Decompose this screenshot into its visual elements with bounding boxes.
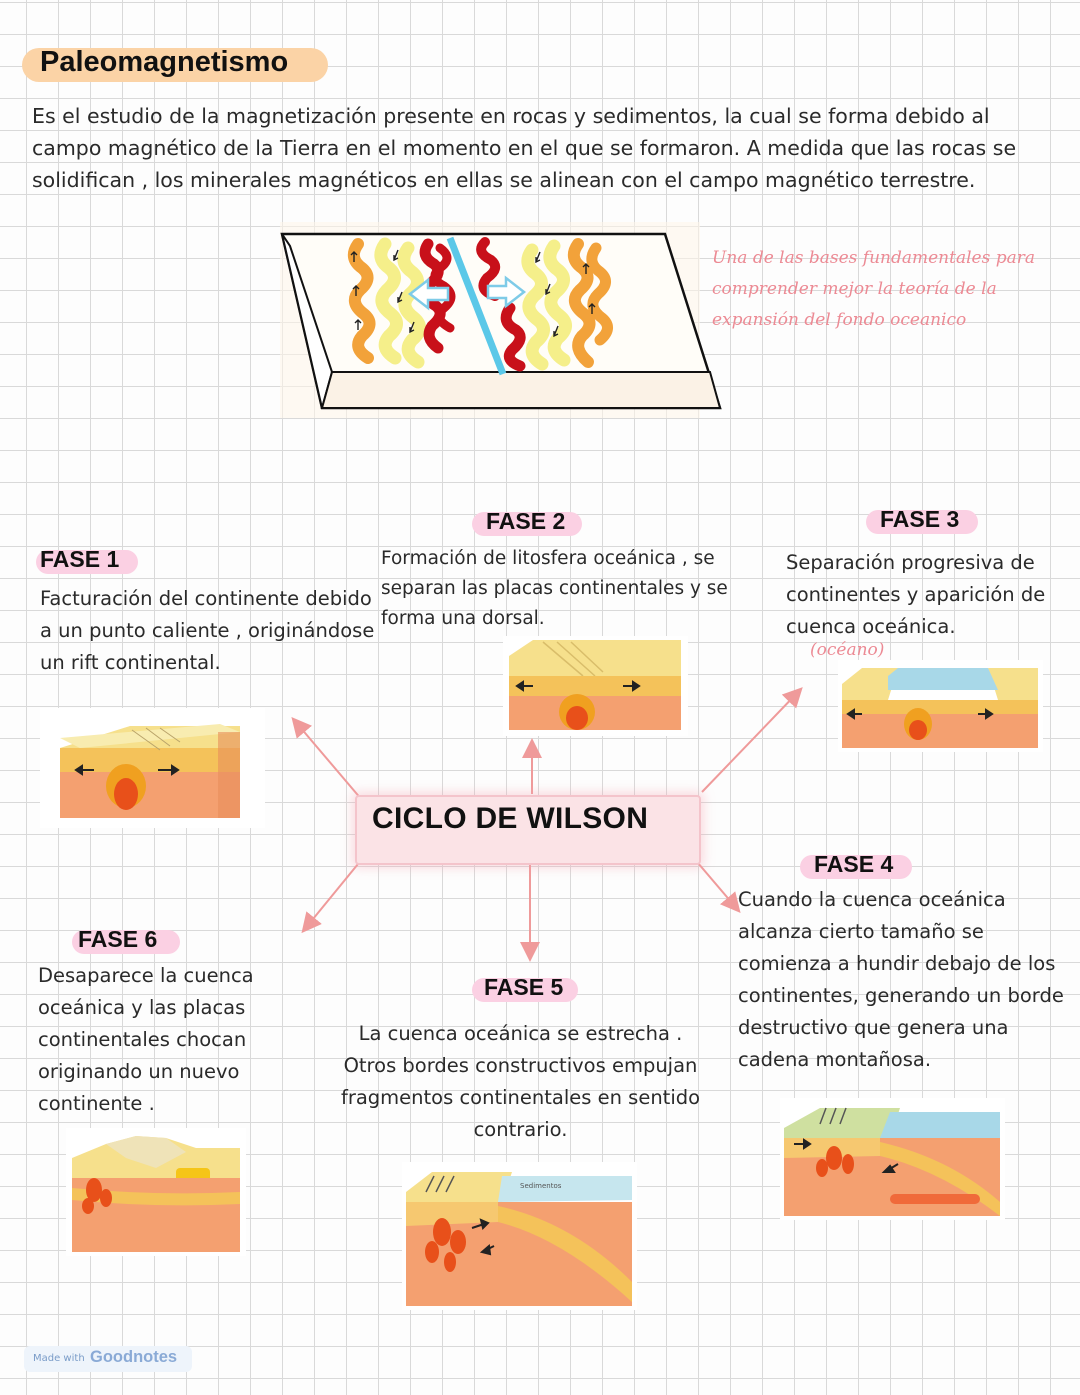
made-with-badge bbox=[24, 1346, 192, 1372]
phase-2-diagram bbox=[503, 636, 688, 736]
phase-2-text: Formación de litosfera oceánica , se separan las placas continentales y se forma una dorsal. bbox=[381, 548, 728, 629]
phase-5-label: FASE 5 bbox=[484, 974, 564, 1000]
phase-4-text: Cuando la cuenca oceánica alcanza cierto tamaño se comienza a hundir debajo de los continentes, generando un borde destructivo que genera una cadena montañosa. bbox=[738, 888, 1064, 1071]
phase-1-text: Facturación del continente debido a un punto caliente , originándose un rift continental. bbox=[40, 587, 375, 674]
phase-6-diagram bbox=[66, 1128, 246, 1256]
goodnotes-logo: Goodnotes bbox=[90, 1348, 178, 1366]
phase-1-label: FASE 1 bbox=[40, 546, 120, 572]
phase-6-text: Desaparece la cuenca oceánica y las placas continentales chocan originando un nuevo continente . bbox=[38, 964, 254, 1115]
phase-6-label: FASE 6 bbox=[78, 926, 158, 952]
phase-4-diagram bbox=[780, 1098, 1005, 1220]
phase-3-diagram bbox=[838, 660, 1043, 752]
phase-5-text: La cuenca oceánica se estrecha . Otros bordes constructivos empujan fragmentos continentales en sentido contrario. bbox=[340, 1022, 701, 1141]
phase-3-label: FASE 3 bbox=[880, 506, 960, 532]
center-title: CICLO DE WILSON bbox=[372, 802, 649, 835]
oceano-note: (océano) bbox=[810, 640, 885, 660]
page-title: Paleomagnetismo bbox=[40, 46, 289, 78]
phase-1-diagram bbox=[40, 708, 265, 828]
made-with-text: Made with bbox=[33, 1353, 85, 1364]
phase-5-diagram bbox=[402, 1162, 637, 1310]
phase-2-label: FASE 2 bbox=[486, 508, 566, 534]
handwritten-note: Una de las bases fundamentales para comprender mejor la teoría de la expansión del fondo oceanico bbox=[712, 248, 1035, 330]
phase-3-text: Separación progresiva de continentes y aparición de cuenca oceánica. bbox=[786, 551, 1046, 638]
phase-4-label: FASE 4 bbox=[814, 851, 894, 877]
sedimentos-label: Sedimentos bbox=[520, 1182, 562, 1190]
intro-paragraph: Es el estudio de la magnetización presente en rocas y sedimentos, la cual se forma debido al campo magnético de la Tierra en el momento en el que se formaron. A medida que las rocas se solidifican , los minerales magnéticos en ellas se alinean con el campo magnético terrestre. bbox=[32, 104, 1017, 192]
